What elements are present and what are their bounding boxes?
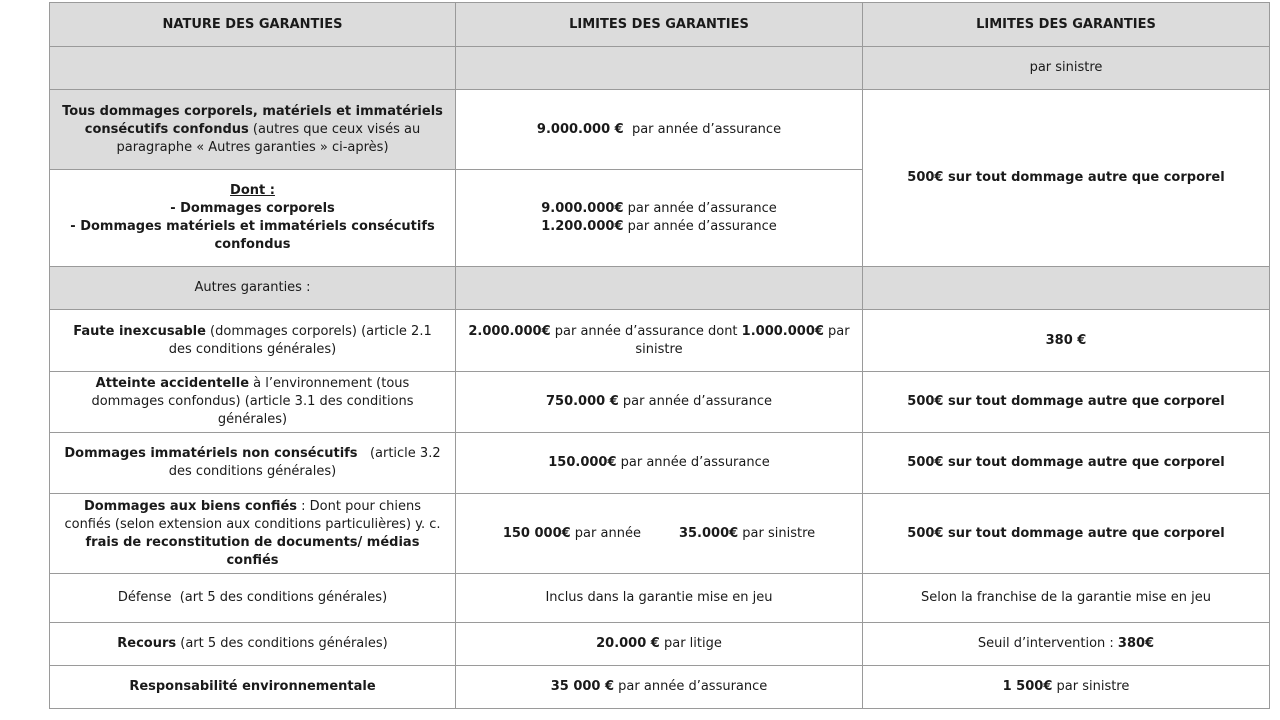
limit-recours <box>456 623 863 666</box>
nature-bold: Dommages aux biens confiés <box>83 498 298 514</box>
limit-text: par année <box>570 525 641 541</box>
franchise-responsabilite-environnementale <box>863 666 1270 709</box>
subheader-row <box>50 47 1270 90</box>
nature-text: à l’environnement (tous dommages confondus) (article 3.1 des conditions générales) <box>91 376 414 427</box>
limit-amount: 150.000€ <box>548 455 617 470</box>
limit-text-2: par sinistre <box>738 525 816 541</box>
nature-biens-confies <box>50 494 456 574</box>
table-row <box>50 433 1270 494</box>
nature-text: (autres que ceux visés au paragraphe « Autres garanties » ci-après) <box>116 121 421 155</box>
franchise-text: Seuil d’intervention : <box>977 636 1118 651</box>
franchise-recours <box>863 623 1270 666</box>
subheader-empty-2 <box>456 47 863 90</box>
franchise-faute-inexcusable: 380 € <box>863 310 1270 372</box>
nature-bold: Faute inexcusable <box>73 323 206 339</box>
dont-line-2: - Dommages matériels et immatériels consécutifs confondus <box>70 219 435 252</box>
subheader-par-sinistre: par sinistre <box>863 47 1270 90</box>
limit-biens-confies <box>456 494 863 574</box>
limit-text: par litige <box>659 636 722 651</box>
nature-text: (article 3.2 des conditions générales) <box>168 446 445 479</box>
limit-dont <box>456 170 863 267</box>
limit-text: par année d’assurance <box>623 121 782 137</box>
table-row <box>50 574 1270 623</box>
franchise-defense: Selon la franchise de la garantie mise en jeu <box>863 574 1270 623</box>
limit-amount: 2.000.000€ <box>468 323 551 339</box>
franchise-biens-confies: 500€ sur tout dommage autre que corporel <box>863 494 1270 574</box>
nature-faute-inexcusable <box>50 310 456 372</box>
nature-bold-2: frais de reconstitution de documents/ médias confiés <box>85 534 420 568</box>
limit-amount: 9.000.000€ <box>541 201 624 216</box>
nature-bold: Dommages immatériels non consécutifs <box>64 446 358 461</box>
autres-garanties-row <box>50 267 1270 310</box>
autres-empty-1 <box>456 267 863 310</box>
table-row <box>50 623 1270 666</box>
limit-tous-dommages <box>456 90 863 170</box>
nature-responsabilite-environnementale: Responsabilité environnementale <box>50 666 456 709</box>
limit-amount: 750.000 € <box>545 394 619 409</box>
nature-text: (dommages corporels) (article 2.1 des conditions générales) <box>168 323 432 357</box>
dont-line-1: - Dommages corporels <box>170 201 335 216</box>
limit-amount: 20.000 € <box>596 636 660 651</box>
limit-text: par année d’assurance <box>614 679 768 694</box>
limit-line-1 <box>466 200 852 218</box>
nature-bold: Tous dommages corporels, matériels et immatériels consécutifs confondus <box>62 103 443 137</box>
limit-text: par année d’assurance dont <box>550 323 742 339</box>
nature-atteinte-accidentelle <box>50 372 456 433</box>
nature-tous-dommages <box>50 90 456 170</box>
subheader-empty-1 <box>50 47 456 90</box>
limit-text-2: par sinistre <box>635 323 850 357</box>
limit-amount: 1.200.000€ <box>541 219 624 234</box>
nature-text: : Dont pour chiens confiés (selon extension aux conditions particulières) y. c. <box>64 498 441 532</box>
table-row <box>50 372 1270 433</box>
franchise-text: par sinistre <box>1052 679 1130 694</box>
franchise-amount: 380€ <box>1117 636 1155 651</box>
nature-bold: Recours <box>117 636 177 651</box>
table-header-row <box>50 3 1270 47</box>
limit-atteinte-accidentelle <box>456 372 863 433</box>
limit-amount: 35 000 € <box>550 679 615 694</box>
header-limits-2: LIMITES DES GARANTIES <box>863 3 1270 47</box>
autres-empty-2 <box>863 267 1270 310</box>
nature-dont <box>50 170 456 267</box>
limit-amount-2: 35.000€ <box>678 525 739 541</box>
nature-defense: Défense (art 5 des conditions générales) <box>50 574 456 623</box>
nature-bold: Atteinte accidentelle <box>95 376 250 391</box>
franchise-atteinte-accidentelle: 500€ sur tout dommage autre que corporel <box>863 372 1270 433</box>
limit-line-2 <box>466 218 852 236</box>
header-nature: NATURE DES GARANTIES <box>50 3 456 47</box>
limit-responsabilite-environnementale <box>456 666 863 709</box>
autres-garanties-label: Autres garanties : <box>50 267 456 310</box>
header-limits: LIMITES DES GARANTIES <box>456 3 863 47</box>
limit-defense: Inclus dans la garantie mise en jeu <box>456 574 863 623</box>
limit-faute-inexcusable <box>456 310 863 372</box>
limit-amount-2: 1.000.000€ <box>741 323 824 339</box>
table-row <box>50 90 1270 170</box>
table-row <box>50 310 1270 372</box>
limit-text: par année d’assurance <box>618 394 773 409</box>
nature-immateriels-non-consecutifs <box>50 433 456 494</box>
dont-label: Dont : <box>230 183 275 198</box>
limit-amount: 9.000.000 € <box>536 121 624 137</box>
guarantees-table <box>49 2 1270 709</box>
franchise-merged: 500€ sur tout dommage autre que corporel <box>863 90 1270 267</box>
limit-immateriels-non-consecutifs <box>456 433 863 494</box>
limit-text: par année d’assurance <box>616 455 770 470</box>
limit-text: par année d’assurance <box>623 219 777 234</box>
table-row <box>50 666 1270 709</box>
nature-text: (art 5 des conditions générales) <box>176 636 388 651</box>
limit-text: par année d’assurance <box>623 201 777 216</box>
nature-recours <box>50 623 456 666</box>
franchise-immateriels-non-consecutifs: 500€ sur tout dommage autre que corporel <box>863 433 1270 494</box>
franchise-amount: 1 500€ <box>1002 679 1053 694</box>
table-row <box>50 494 1270 574</box>
limit-amount: 150 000€ <box>502 525 571 541</box>
